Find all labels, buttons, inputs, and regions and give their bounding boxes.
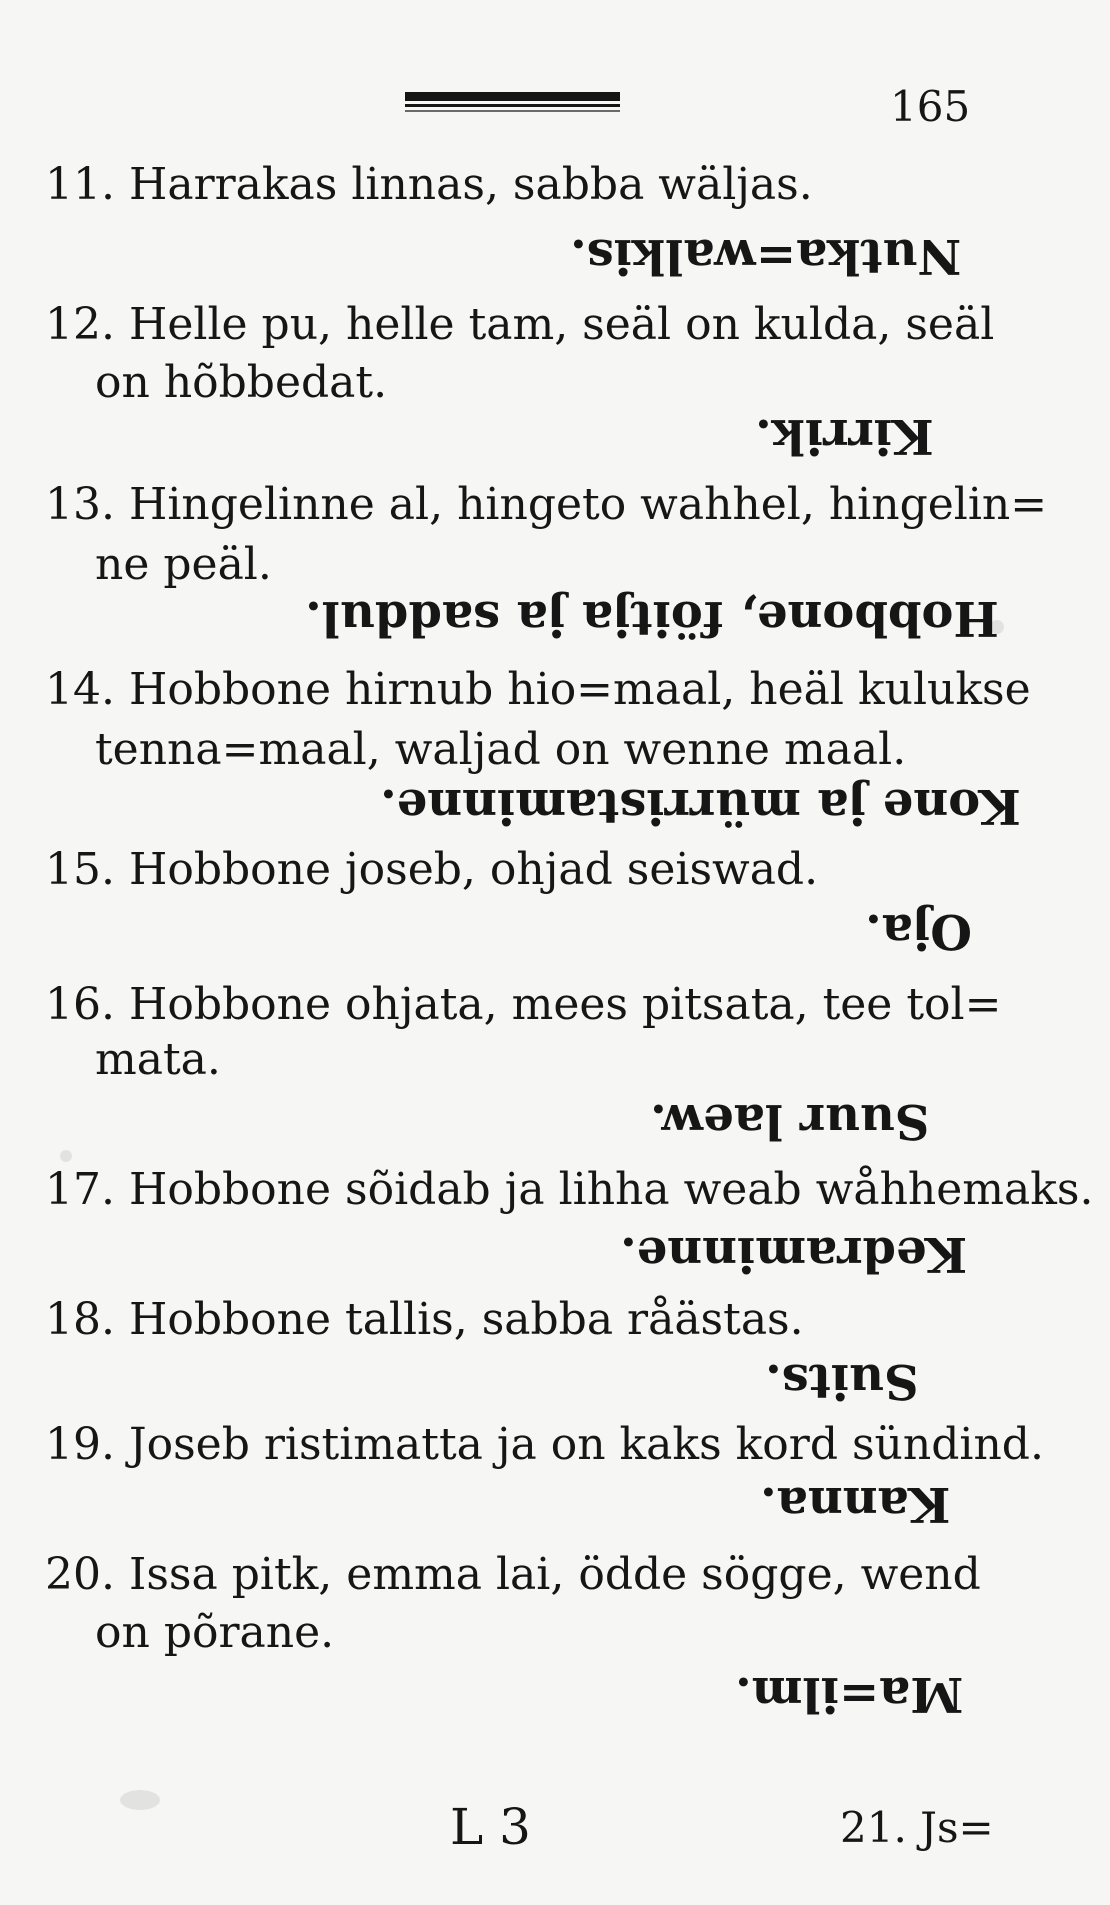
riddle-answer: Suur laew.	[650, 1093, 930, 1149]
paper-speck	[60, 1150, 72, 1162]
riddle-line: tenna=maal, waljad on wenne maal.	[95, 724, 907, 775]
riddle-answer: Nutka=walkis.	[570, 228, 962, 284]
riddle-line: ne peäl.	[95, 539, 272, 590]
riddle-line: on hõbbedat.	[95, 357, 388, 408]
riddle-answer: Kone ja mürristaminne.	[380, 778, 1021, 834]
signature-mark: L 3	[450, 1798, 531, 1856]
riddle-line: mata.	[95, 1034, 221, 1085]
riddle-line: 13. Hingelinne al, hingeto wahhel, hingelin=	[45, 479, 1048, 530]
riddle-answer: Hobbone, föitja ja saddul.	[305, 590, 999, 646]
riddle-line: 18. Hobbone tallis, sabba råästas.	[45, 1294, 804, 1345]
riddle-line: 16. Hobbone ohjata, mees pitsata, tee tol=	[45, 979, 1002, 1030]
page-number: 165	[890, 82, 971, 131]
riddle-answer: Kanna.	[760, 1476, 951, 1532]
header-rule	[405, 92, 620, 114]
riddle-answer: Kedraminne.	[620, 1226, 968, 1282]
riddle-line: 20. Issa pitk, emma lai, ödde sögge, wend	[45, 1549, 981, 1600]
riddle-line: 15. Hobbone joseb, ohjad seiswad.	[45, 844, 819, 895]
riddle-line: 12. Helle pu, helle tam, seäl on kulda, seäl	[45, 299, 995, 350]
riddle-line: 14. Hobbone hirnub hio=maal, heäl kulukse	[45, 664, 1031, 715]
riddle-answer: Oja.	[865, 903, 972, 959]
riddle-line: 11. Harrakas linnas, sabba wäljas.	[45, 159, 813, 210]
riddle-answer: Kirrik.	[755, 408, 934, 464]
riddle-line: on põrane.	[95, 1607, 335, 1658]
riddle-line: 17. Hobbone sõidab ja lihha weab wåhhemaks.	[45, 1164, 1094, 1215]
riddle-answer: Suits.	[765, 1353, 919, 1409]
riddle-answer: Ma=ilm.	[735, 1666, 964, 1722]
paper-speck	[120, 1790, 160, 1810]
riddle-line: 19. Joseb ristimatta ja on kaks kord sündind.	[45, 1419, 1044, 1470]
catchword: 21. Js=	[840, 1803, 994, 1852]
paper-speck	[990, 620, 1004, 634]
